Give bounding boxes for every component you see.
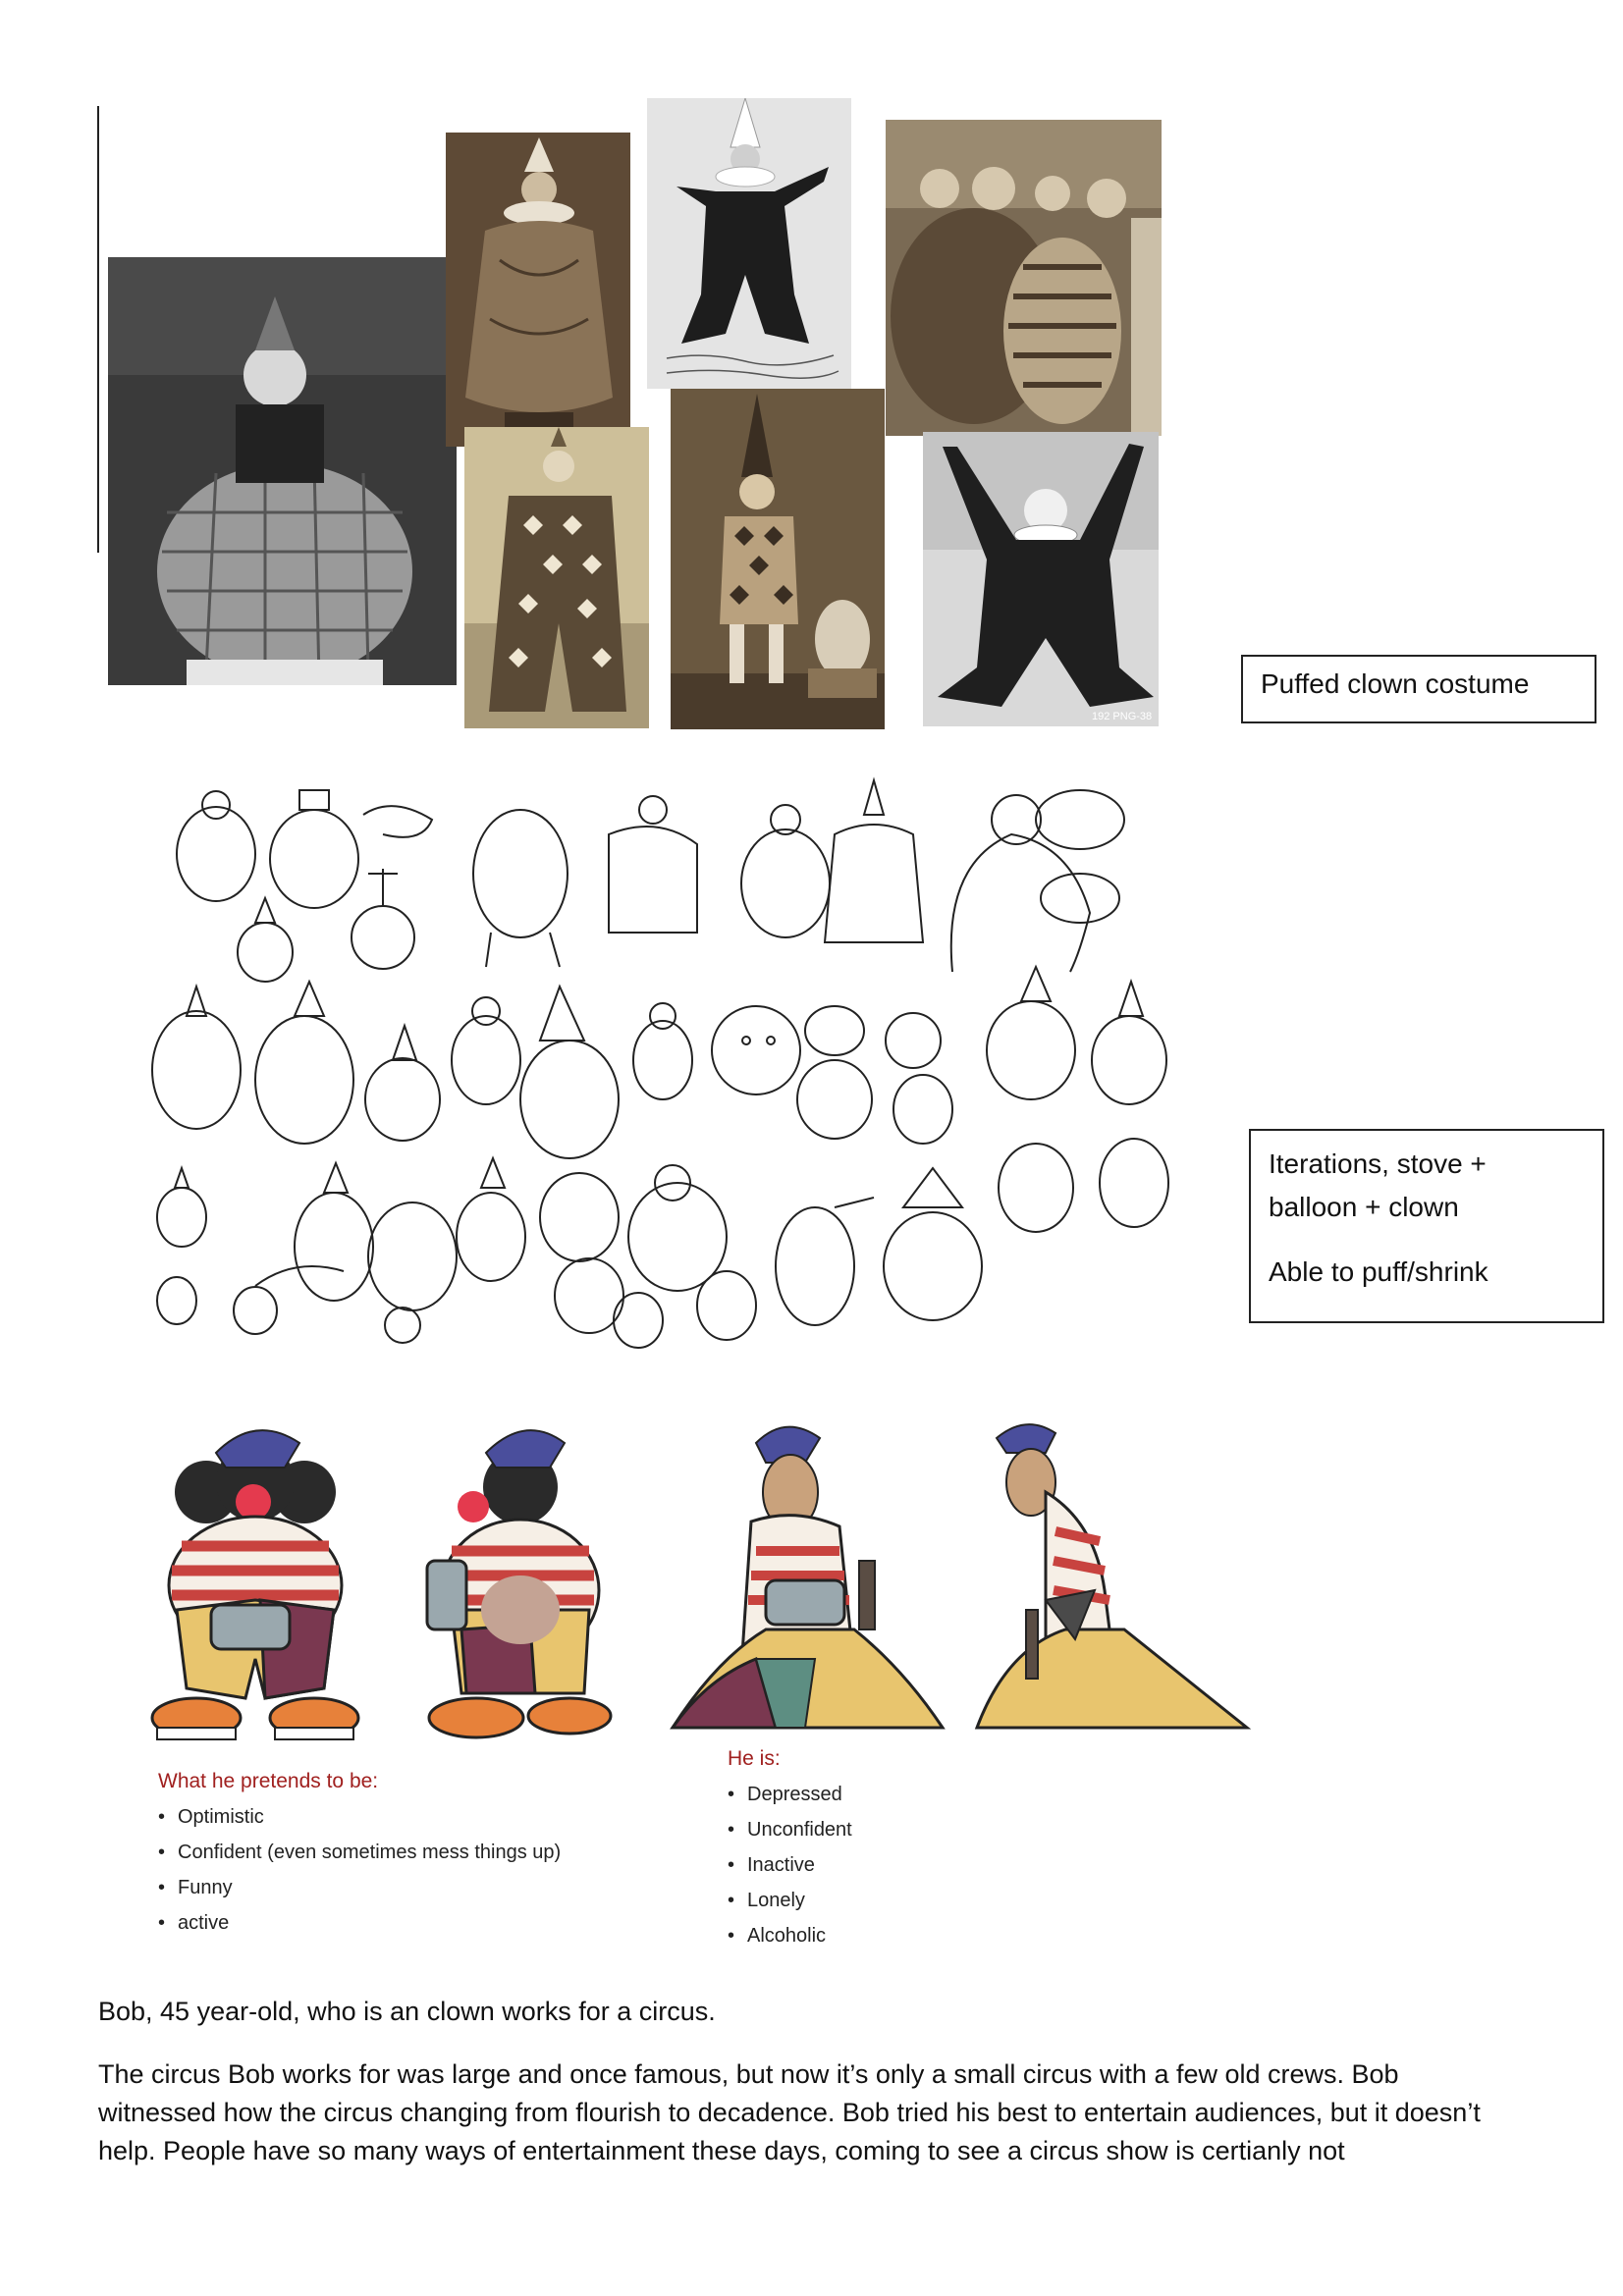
- photo-black-costume-clown: [647, 98, 851, 389]
- list-item: • Lonely: [728, 1883, 852, 1918]
- list-item: • Unconfident: [728, 1812, 852, 1847]
- photo-arms-raised-clown: [923, 432, 1159, 726]
- character-happy-side: [422, 1414, 619, 1747]
- story-paragraph: The circus Bob works for was large and once famous, but now it’s only a small circus with a few old crews. Bob witnessed how the circus changing from flourish to decadence. Bob tried his best to entertain audiences, but it doesn’t help. People have so many ways of entertainment these days, coming to see a circus show is certianly not: [98, 2059, 1481, 2165]
- character-sad-front: [658, 1414, 952, 1747]
- pretend-list: [158, 1799, 561, 1941]
- sketch-row-2: [152, 967, 1168, 1232]
- pretend-heading: What he pretends to be:: [158, 1770, 379, 1792]
- sketch-row-3: [157, 1158, 982, 1348]
- photo-sepia-ruffle-clown: [446, 133, 630, 447]
- is-heading: He is:: [728, 1747, 781, 1770]
- list-item: • Alcoholic: [728, 1918, 852, 1953]
- label-iterations-line2: balloon + clown: [1269, 1192, 1459, 1222]
- margin-rule: [97, 106, 99, 553]
- list-item: • Optimistic: [158, 1799, 561, 1835]
- label-iterations: [1249, 1129, 1604, 1323]
- list-item: • Confident (even sometimes mess things up): [158, 1835, 561, 1870]
- list-item: • Inactive: [728, 1847, 852, 1883]
- sketch-row-1: [177, 780, 1124, 982]
- list-item: • Depressed: [728, 1777, 852, 1812]
- label-iterations-line1: Iterations, stove +: [1269, 1148, 1487, 1179]
- label-puffed-text: Puffed clown costume: [1261, 668, 1530, 699]
- photo-group-striped-clowns: [886, 120, 1162, 436]
- photo-child-harlequin-clown: [671, 389, 885, 729]
- character-happy-front: [137, 1414, 373, 1747]
- label-puffed-costume: [1241, 655, 1596, 723]
- sketch-iterations-sheet: [147, 775, 1198, 1364]
- photo-diamond-suit-clown: [464, 427, 649, 728]
- character-sad-side: [967, 1414, 1252, 1747]
- list-item: • active: [158, 1905, 561, 1941]
- photo-caption: 192 PNG-38: [1092, 711, 1153, 722]
- list-item: • Funny: [158, 1870, 561, 1905]
- label-iterations-line3: Able to puff/shrink: [1269, 1256, 1488, 1287]
- photo-patchwork-clown: [108, 257, 457, 685]
- is-list: [728, 1777, 852, 1953]
- intro-paragraph: Bob, 45 year-old, who is an clown works for a circus.: [98, 1997, 716, 2026]
